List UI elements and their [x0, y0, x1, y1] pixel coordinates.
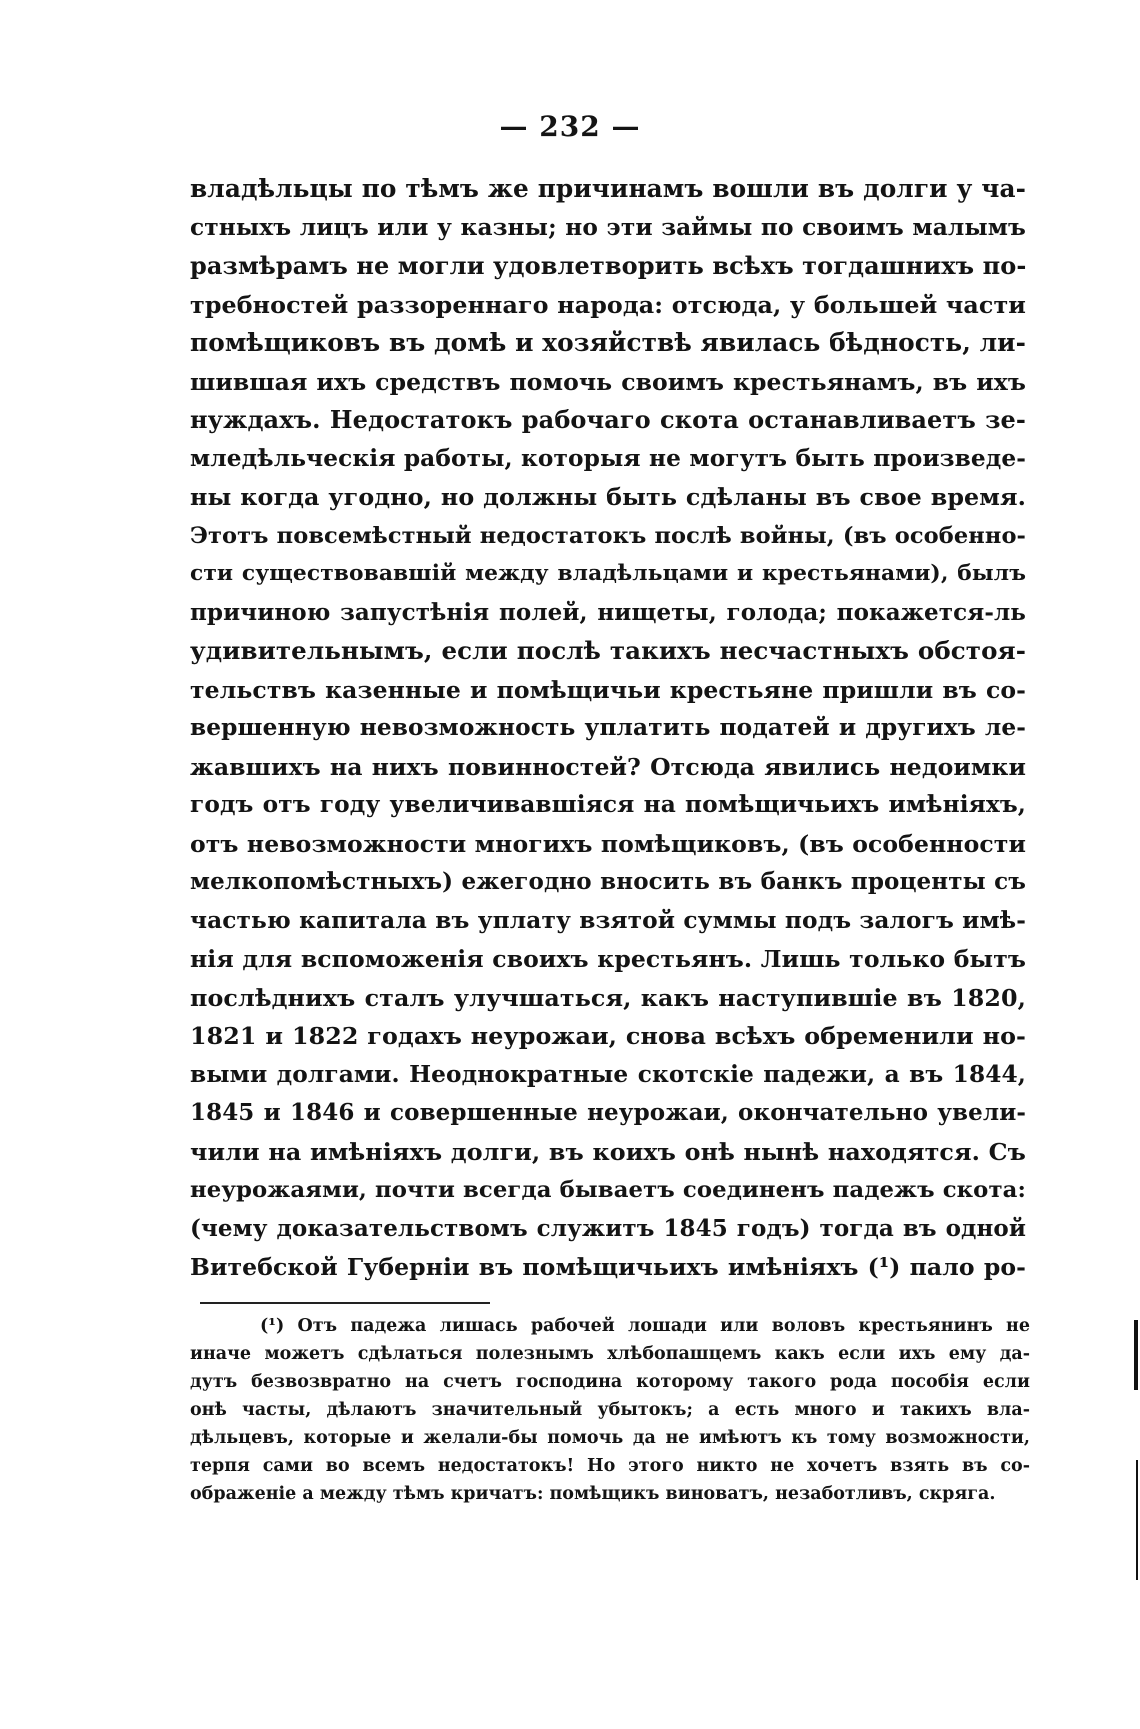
- text-line: Этотъ повсемѣстный недостатокъ послѣ войны, (въ особенно-: [190, 522, 1026, 549]
- text-line: отъ невозможности многихъ помѣщиковъ, (въ особенности: [190, 829, 1026, 858]
- footnote: [190, 1312, 1030, 1508]
- text-line: мледѣльческія работы, которыя не могутъ быть произведе-: [190, 444, 1026, 472]
- footnote-line: онѣ часты, дѣлаютъ значительный убытокъ; а есть много и такихъ вла-: [190, 1400, 1030, 1420]
- text-line: стныхъ лицъ или у казны; но эти займы по своимъ малымъ: [190, 213, 1026, 241]
- footnote-line: дутъ безвозвратно на счетъ господина которому такого рода пособія если: [190, 1372, 1030, 1392]
- text-line: мелкопомѣстныхъ) ежегодно вносить въ банкъ проценты съ: [190, 868, 1026, 895]
- text-line: частью капитала въ уплату взятой суммы подъ залогъ имѣ-: [190, 906, 1026, 934]
- footnote-line: дѣльцевъ, которые и желали-бы помочь да не имѣютъ къ тому возможности,: [190, 1428, 1030, 1448]
- text-line: жавшихъ на нихъ повинностей? Отсюда явились недоимки: [190, 752, 1026, 781]
- footnote-line: ображеніе а между тѣмъ кричатъ: помѣщикъ виноватъ, незаботливъ, скряга.: [190, 1484, 996, 1504]
- text-line: выми долгами. Неоднократные скотскіе падежи, а въ 1844,: [190, 1060, 1026, 1088]
- text-line: требностей раззореннаго народа: отсюда, у большей части: [190, 290, 1026, 319]
- page-number: — 232 —: [499, 110, 641, 143]
- text-line: удивительнымъ, если послѣ такихъ несчастныхъ обстоя-: [190, 636, 1026, 665]
- text-line: послѣднихъ сталъ улучшаться, какъ наступившіе въ 1820,: [190, 983, 1026, 1012]
- text-line: Витебской Губерніи въ помѣщичьихъ имѣніяхъ (¹) пало ро-: [190, 1253, 1026, 1281]
- text-line: нуждахъ. Недостатокъ рабочаго скота останавливаетъ зе-: [190, 405, 1026, 434]
- text-line: неурожаями, почти всегда бываетъ соединенъ падежъ скота:: [190, 1177, 1026, 1203]
- text-line: владѣльцы по тѣмъ же причинамъ вошли въ долги у ча-: [190, 174, 1026, 203]
- footnote-line: (¹) Отъ падежа лишась рабочей лошади или воловъ крестьянинъ не: [260, 1316, 1030, 1336]
- text-line: тельствъ казенные и помѣщичьи крестьяне пришли въ со-: [190, 675, 1026, 704]
- page-edge-mark: [1134, 1320, 1138, 1390]
- text-line: размѣрамъ не могли удовлетворить всѣхъ тогдашнихъ по-: [190, 251, 1027, 280]
- main-text: [190, 170, 1026, 1287]
- page-edge-mark: [1136, 1460, 1138, 1580]
- footnote-divider: [200, 1302, 490, 1304]
- text-line: 1821 и 1822 годахъ неурожаи, снова всѣхъ обременили но-: [190, 1022, 1026, 1050]
- text-line: годъ отъ году увеличивавшіяся на помѣщичьихъ имѣніяхъ,: [190, 791, 1026, 818]
- text-line: вершенную невозможность уплатить податей и другихъ ле-: [190, 714, 1026, 741]
- text-line: (чему доказательствомъ служитъ 1845 годъ) тогда въ одной: [190, 1214, 1026, 1242]
- text-line: шившая ихъ средствъ помочь своимъ крестьянамъ, въ ихъ: [190, 367, 1026, 396]
- text-line: чили на имѣніяхъ долги, въ коихъ онѣ нынѣ находятся. Съ: [190, 1137, 1026, 1166]
- text-line: нія для вспоможенія своихъ крестьянъ. Лишь только бытъ: [190, 945, 1026, 973]
- text-line: 1845 и 1846 и совершенные неурожаи, окончательно увели-: [190, 1099, 1026, 1126]
- text-line: ны когда угодно, но должны быть сдѣланы въ свое время.: [190, 483, 1026, 511]
- footnote-line: иначе можетъ сдѣлаться полезнымъ хлѣбопашцемъ какъ если ихъ ему да-: [190, 1344, 1030, 1364]
- text-line: помѣщиковъ въ домѣ и хозяйствѣ явилась бѣдность, ли-: [190, 328, 1027, 357]
- text-line: причиною запустѣнія полей, нищеты, голода; покажется-ль: [190, 598, 1026, 626]
- footnote-line: терпя сами во всемъ недостатокъ! Но этого никто не хочетъ взять въ со-: [190, 1456, 1030, 1476]
- text-line: сти существовавшій между владѣльцами и крестьянами), былъ: [190, 561, 1026, 586]
